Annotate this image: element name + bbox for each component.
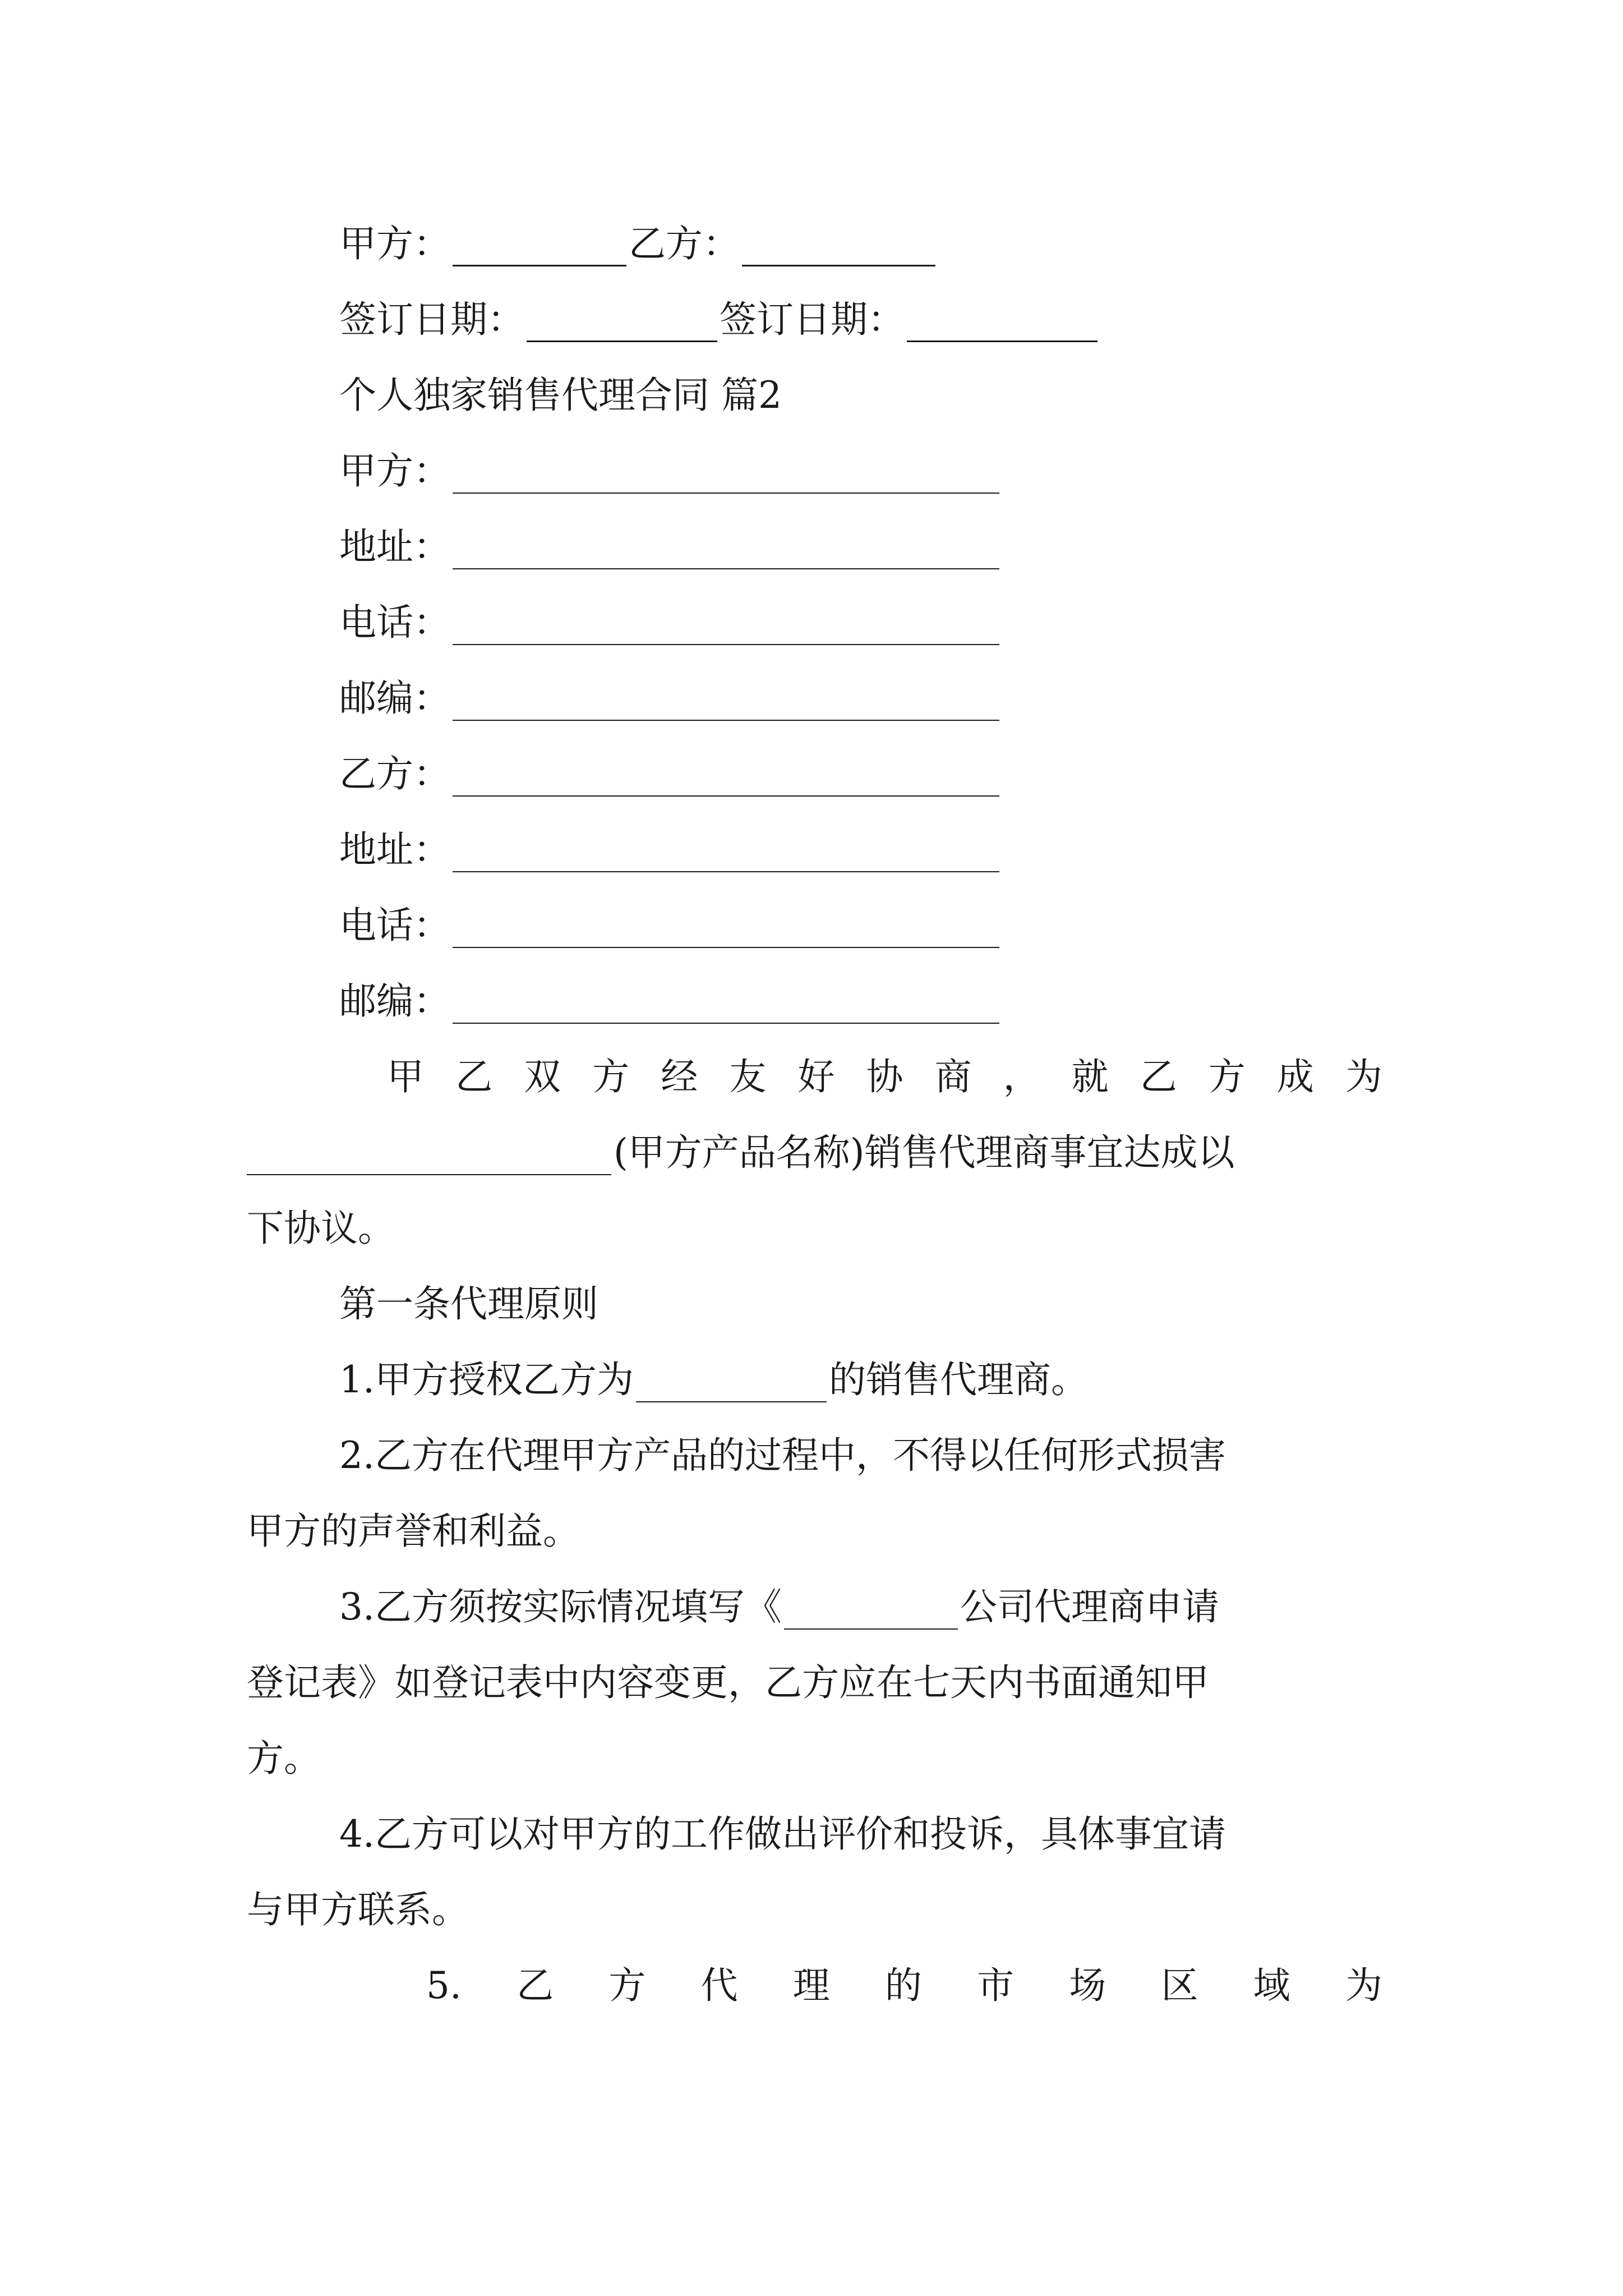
text-glyph: 方 xyxy=(608,1964,646,2007)
clause-5-line-1 xyxy=(426,1963,1382,2008)
text-glyph: 协 xyxy=(866,1055,903,1098)
party-b-phone-blank xyxy=(453,912,999,948)
text-glyph: 理 xyxy=(792,1964,830,2007)
section-title: 个人独家销售代理合同 篇2 xyxy=(339,374,782,417)
clause-1-blank xyxy=(636,1366,827,1402)
text-glyph: 商 xyxy=(934,1055,972,1098)
text-glyph: 的 xyxy=(884,1964,922,2007)
party-b-name-row: 乙方： xyxy=(339,752,1002,797)
clause-3-blank xyxy=(784,1594,958,1630)
intro-line-1 xyxy=(387,1055,1382,1099)
party-a-phone-row: 电话： xyxy=(339,600,1002,645)
party-a-zip-blank xyxy=(453,685,999,721)
party-a-sign-blank xyxy=(453,230,626,266)
signature-row xyxy=(339,222,938,266)
party-b-sign-label: 乙方： xyxy=(629,222,740,265)
party-b-name-blank xyxy=(453,761,999,797)
party-a-zip-row: 邮编： xyxy=(339,676,1002,721)
party-b-sign-blank xyxy=(742,230,935,266)
clause-3-line-1: 3.乙方须按实际情况填写《 公司代理商申请 xyxy=(339,1585,1219,1628)
party-b-zip-row: 邮编： xyxy=(339,979,1002,1024)
text-glyph: 域 xyxy=(1253,1964,1290,2007)
party-a-name-blank xyxy=(453,458,999,494)
clause-2-line-1: 2.乙方在代理甲方产品的过程中，不得以任何形式损害 xyxy=(339,1434,1226,1477)
text-glyph: 双 xyxy=(524,1055,561,1098)
text-glyph: 5. xyxy=(426,1964,462,2007)
text-glyph: 方 xyxy=(1208,1055,1246,1098)
clause-3-line-2: 登记表》如登记表中内容变更，乙方应在七天内书面通知甲 xyxy=(247,1661,1209,1704)
text-glyph: ， xyxy=(1003,1055,1040,1098)
intro-line-2: (甲方产品名称)销售代理商事宜达成以 xyxy=(247,1130,1235,1175)
text-glyph: 场 xyxy=(1069,1964,1106,2007)
date-b-label: 签订日期： xyxy=(720,298,905,341)
party-b-zip-blank xyxy=(453,988,999,1024)
sign-date-row xyxy=(339,297,1100,342)
party-a-name-row: 甲方： xyxy=(339,449,1002,494)
clause-4-line-1: 4.乙方可以对甲方的工作做出评价和投诉，具体事宜请 xyxy=(339,1812,1226,1856)
date-a-blank xyxy=(527,306,717,342)
text-glyph: 成 xyxy=(1276,1055,1314,1098)
party-b-address-blank xyxy=(453,836,999,872)
party-a-phone-blank xyxy=(453,609,999,645)
text-glyph: 代 xyxy=(700,1964,738,2007)
party-a-sign-label: 甲方： xyxy=(339,222,450,265)
text-glyph: 乙 xyxy=(517,1964,554,2007)
text-glyph: 好 xyxy=(797,1055,835,1098)
text-glyph: 乙 xyxy=(455,1055,493,1098)
text-glyph: 乙 xyxy=(1140,1055,1177,1098)
product-name-blank xyxy=(247,1139,611,1175)
party-a-address-blank xyxy=(453,533,999,569)
text-glyph: 方 xyxy=(592,1055,630,1098)
text-glyph: 为 xyxy=(1345,1055,1382,1098)
text-glyph: 区 xyxy=(1161,1964,1198,2007)
party-a-address-row: 地址： xyxy=(339,524,1002,569)
article-1-title: 第一条代理原则 xyxy=(339,1282,598,1326)
text-glyph: 就 xyxy=(1071,1055,1109,1098)
party-b-phone-row: 电话： xyxy=(339,903,1002,948)
date-b-blank xyxy=(907,306,1098,342)
text-glyph: 经 xyxy=(661,1055,698,1098)
date-a-label: 签订日期： xyxy=(339,298,524,341)
clause-3-line-3: 方。 xyxy=(247,1737,321,1780)
clause-2-line-2: 甲方的声誉和利益。 xyxy=(247,1510,580,1553)
party-b-address-row: 地址： xyxy=(339,827,1002,872)
text-glyph: 为 xyxy=(1345,1964,1382,2007)
text-glyph: 甲 xyxy=(387,1055,424,1098)
intro-line-3: 下协议。 xyxy=(247,1207,395,1250)
text-glyph: 市 xyxy=(977,1964,1015,2007)
clause-4-line-2: 与甲方联系。 xyxy=(247,1888,469,1931)
text-glyph: 友 xyxy=(729,1055,767,1098)
clause-1: 1.甲方授权乙方为 的销售代理商。 xyxy=(339,1358,1088,1401)
